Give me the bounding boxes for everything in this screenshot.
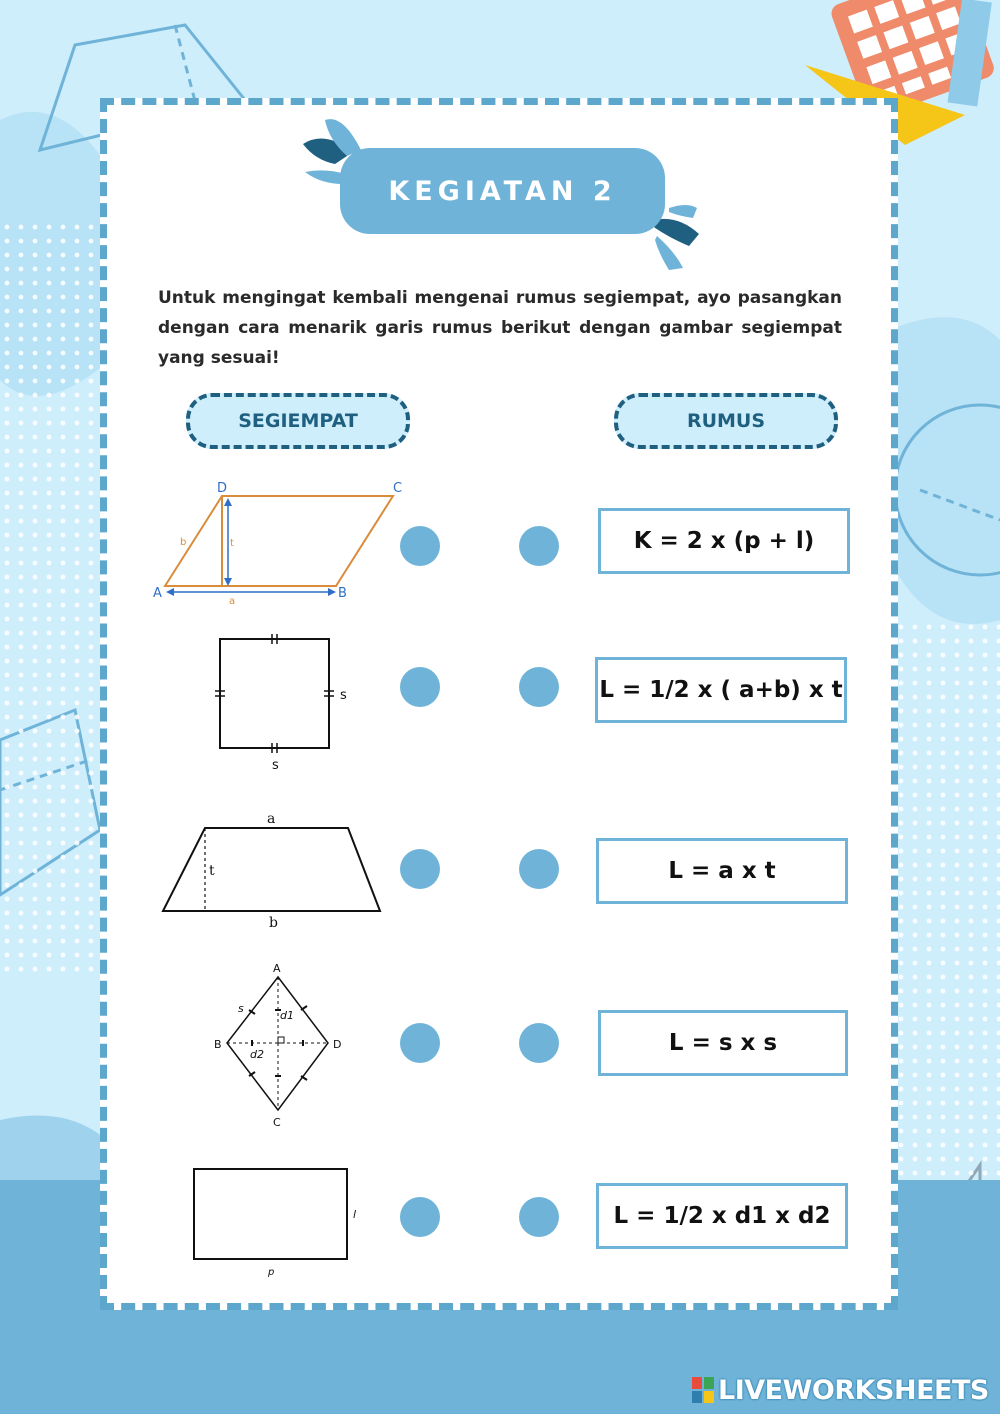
formula-connector-dot-4[interactable] [519, 1023, 559, 1063]
square-figure [205, 630, 365, 780]
dot-pattern-right [880, 620, 1000, 1180]
parallelogram-figure [150, 476, 420, 606]
label-D: D [333, 1038, 342, 1051]
label-a: a [267, 811, 276, 827]
formula-box-1: K = 2 x (p + l) [598, 508, 850, 574]
formula-box-5: L = 1/2 x d1 x d2 [596, 1183, 848, 1249]
formula-connector-dot-2[interactable] [519, 667, 559, 707]
label-s-bottom: s [272, 758, 279, 773]
label-t: t [209, 863, 215, 879]
dot-pattern-left [0, 220, 110, 980]
label-b: b [269, 915, 278, 931]
formula-box-4: L = s x s [598, 1010, 848, 1076]
liveworksheets-wordmark: LIVEWORKSHEETS [718, 1374, 989, 1406]
label-a: a [229, 596, 236, 606]
page-title: KEGIATAN 2 [340, 148, 665, 234]
column-header-segiempat: SEGIEMPAT [186, 393, 410, 449]
label-b: b [180, 537, 187, 548]
label-s: s [238, 1002, 244, 1015]
shape-connector-dot-3[interactable] [400, 849, 440, 889]
formula-box-3: L = a x t [596, 838, 848, 904]
label-B: B [214, 1038, 222, 1051]
rectangle-figure [185, 1160, 365, 1280]
label-C: C [393, 481, 403, 496]
instruction-text: Untuk mengingat kembali mengenai rumus segiempat, ayo pasangkan dengan cara menarik garis rumus berikut dengan gambar segiempat yang sesuai! [158, 288, 842, 368]
label-s-right: s [340, 688, 347, 703]
shape-connector-dot-5[interactable] [400, 1197, 440, 1237]
label-A: A [153, 586, 162, 601]
label-d2: d2 [250, 1048, 264, 1061]
label-l: l [353, 1208, 357, 1221]
formula-box-2: L = 1/2 x ( a+b) x t [595, 657, 847, 723]
shape-connector-dot-1[interactable] [400, 526, 440, 566]
label-A: A [273, 962, 281, 975]
liveworksheets-badge-icon [692, 1375, 716, 1405]
label-D: D [217, 481, 228, 496]
label-C: C [273, 1116, 281, 1129]
shape-connector-dot-2[interactable] [400, 667, 440, 707]
formula-connector-dot-1[interactable] [519, 526, 559, 566]
column-header-rumus: RUMUS [614, 393, 838, 449]
shape-connector-dot-4[interactable] [400, 1023, 440, 1063]
rhombus-figure [205, 960, 355, 1130]
formula-connector-dot-3[interactable] [519, 849, 559, 889]
trapezoid-figure [155, 808, 395, 938]
label-B: B [338, 586, 347, 601]
label-p: p [268, 1267, 275, 1278]
label-t: t [230, 538, 234, 549]
label-d1: d1 [280, 1009, 294, 1022]
liveworksheets-logo [692, 1372, 989, 1408]
formula-connector-dot-5[interactable] [519, 1197, 559, 1237]
